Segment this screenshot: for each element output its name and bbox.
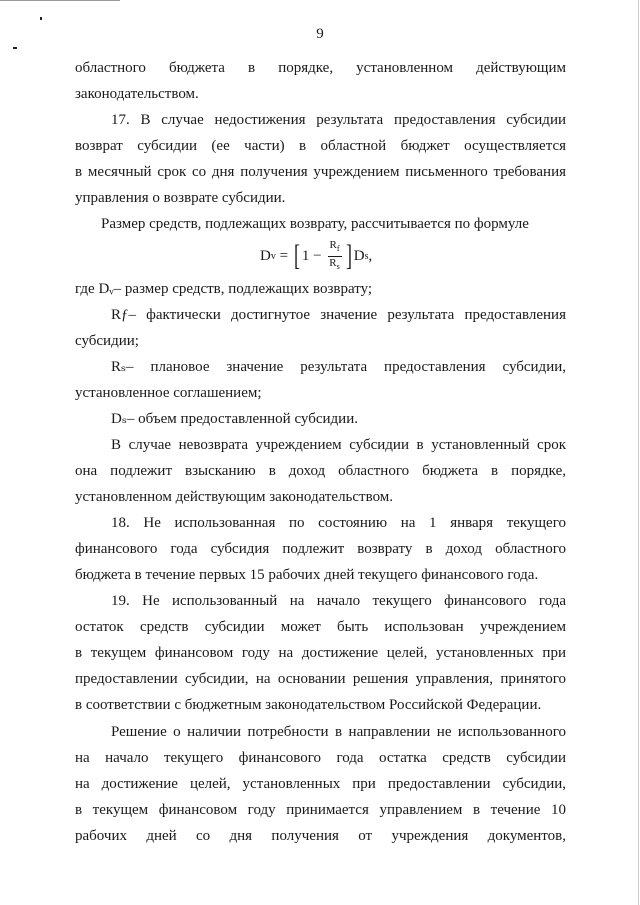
formula-tail: , xyxy=(368,247,373,264)
page-number: 9 xyxy=(316,26,324,42)
text-line: субсидии; xyxy=(75,333,139,349)
text-line: установленном действующим законодательством. xyxy=(75,489,394,505)
text-line: в текущем финансовом году принимается управлением в течение 10 xyxy=(75,802,566,818)
scan-edge-right xyxy=(638,0,639,905)
formula-right-bracket: ] xyxy=(345,239,352,272)
text-line: возврат субсидии (ее части) в областной бюджет осуществляется xyxy=(75,138,566,154)
text-line: 19. Не использованный на начало текущего финансового года xyxy=(111,593,566,609)
text-line: В случае невозврата учреждением субсидии в установленный срок xyxy=(111,437,566,453)
formula-left-bracket: [ xyxy=(293,239,300,272)
scan-edge-top xyxy=(0,0,120,1)
formula-rhs-sub: s xyxy=(364,250,369,262)
formula-one-minus: 1 − xyxy=(301,247,326,264)
text-line: 18. Не использованная по состоянию на 1 января текущего xyxy=(111,515,566,531)
text-line: Размер средств, подлежащих возврату, рассчитывается по формуле xyxy=(101,216,529,232)
text-line: Решение о наличии потребности в направлении не использованного xyxy=(111,724,566,740)
text-line: предоставлении субсидии, на основании решения управления, принятого xyxy=(75,671,566,687)
text-line: на начало текущего финансового года остатка средств субсидии xyxy=(75,750,566,766)
formula-fraction xyxy=(327,239,341,272)
text-line: в месячный срок со дня получения учреждением письменного требования xyxy=(75,164,566,180)
text-line: Rƒ– фактически достигнутое значение результата предоставления xyxy=(111,307,566,323)
text-line: финансового года субсидия подлежит возврату в доход областного xyxy=(75,541,566,557)
text-line: управления о возврате субсидии. xyxy=(75,190,286,206)
text-line: рабочих дней со дня получения от учреждения документов, xyxy=(75,828,566,844)
formula-lhs: D xyxy=(260,247,271,264)
text-line: 17. В случае недостижения результата предоставления субсидии xyxy=(111,112,566,128)
text-line: установленное соглашением; xyxy=(75,385,262,401)
text-line: остаток средств субсидии может быть использован учреждением xyxy=(75,619,566,635)
text-line: областного бюджета в порядке, установленном действующим xyxy=(75,60,566,76)
text-line: на достижение целей, установленных при предоставлении субсидии, xyxy=(75,776,566,792)
formula-lhs-sub: v xyxy=(270,250,276,262)
scan-speck xyxy=(13,47,17,49)
text-line: где Dᵥ– размер средств, подлежащих возврату; xyxy=(75,281,373,297)
text-line: законодательством. xyxy=(75,86,199,102)
text-line: в текущем финансовом году на достижение целей, установленных при xyxy=(75,645,566,661)
formula-rhs: D xyxy=(353,247,365,264)
text-line: бюджета в течение первых 15 рабочих дней текущего финансового года. xyxy=(75,567,539,583)
text-line: Dₛ– объем предоставленной субсидии. xyxy=(111,411,358,427)
formula-denominator: $R_s$ xyxy=(329,256,340,271)
text-line: она подлежит взысканию в доход областного бюджета в порядке, xyxy=(75,463,566,479)
formula-numerator: $R_f$ xyxy=(328,239,342,256)
text-line: Rₛ– плановое значение результата предоставления субсидии, xyxy=(111,359,566,375)
text-line: в соответствии с бюджетным законодательством Российской Федерации. xyxy=(75,697,542,713)
formula xyxy=(260,236,372,276)
scan-speck xyxy=(40,17,42,20)
formula-eq: = xyxy=(275,247,292,264)
